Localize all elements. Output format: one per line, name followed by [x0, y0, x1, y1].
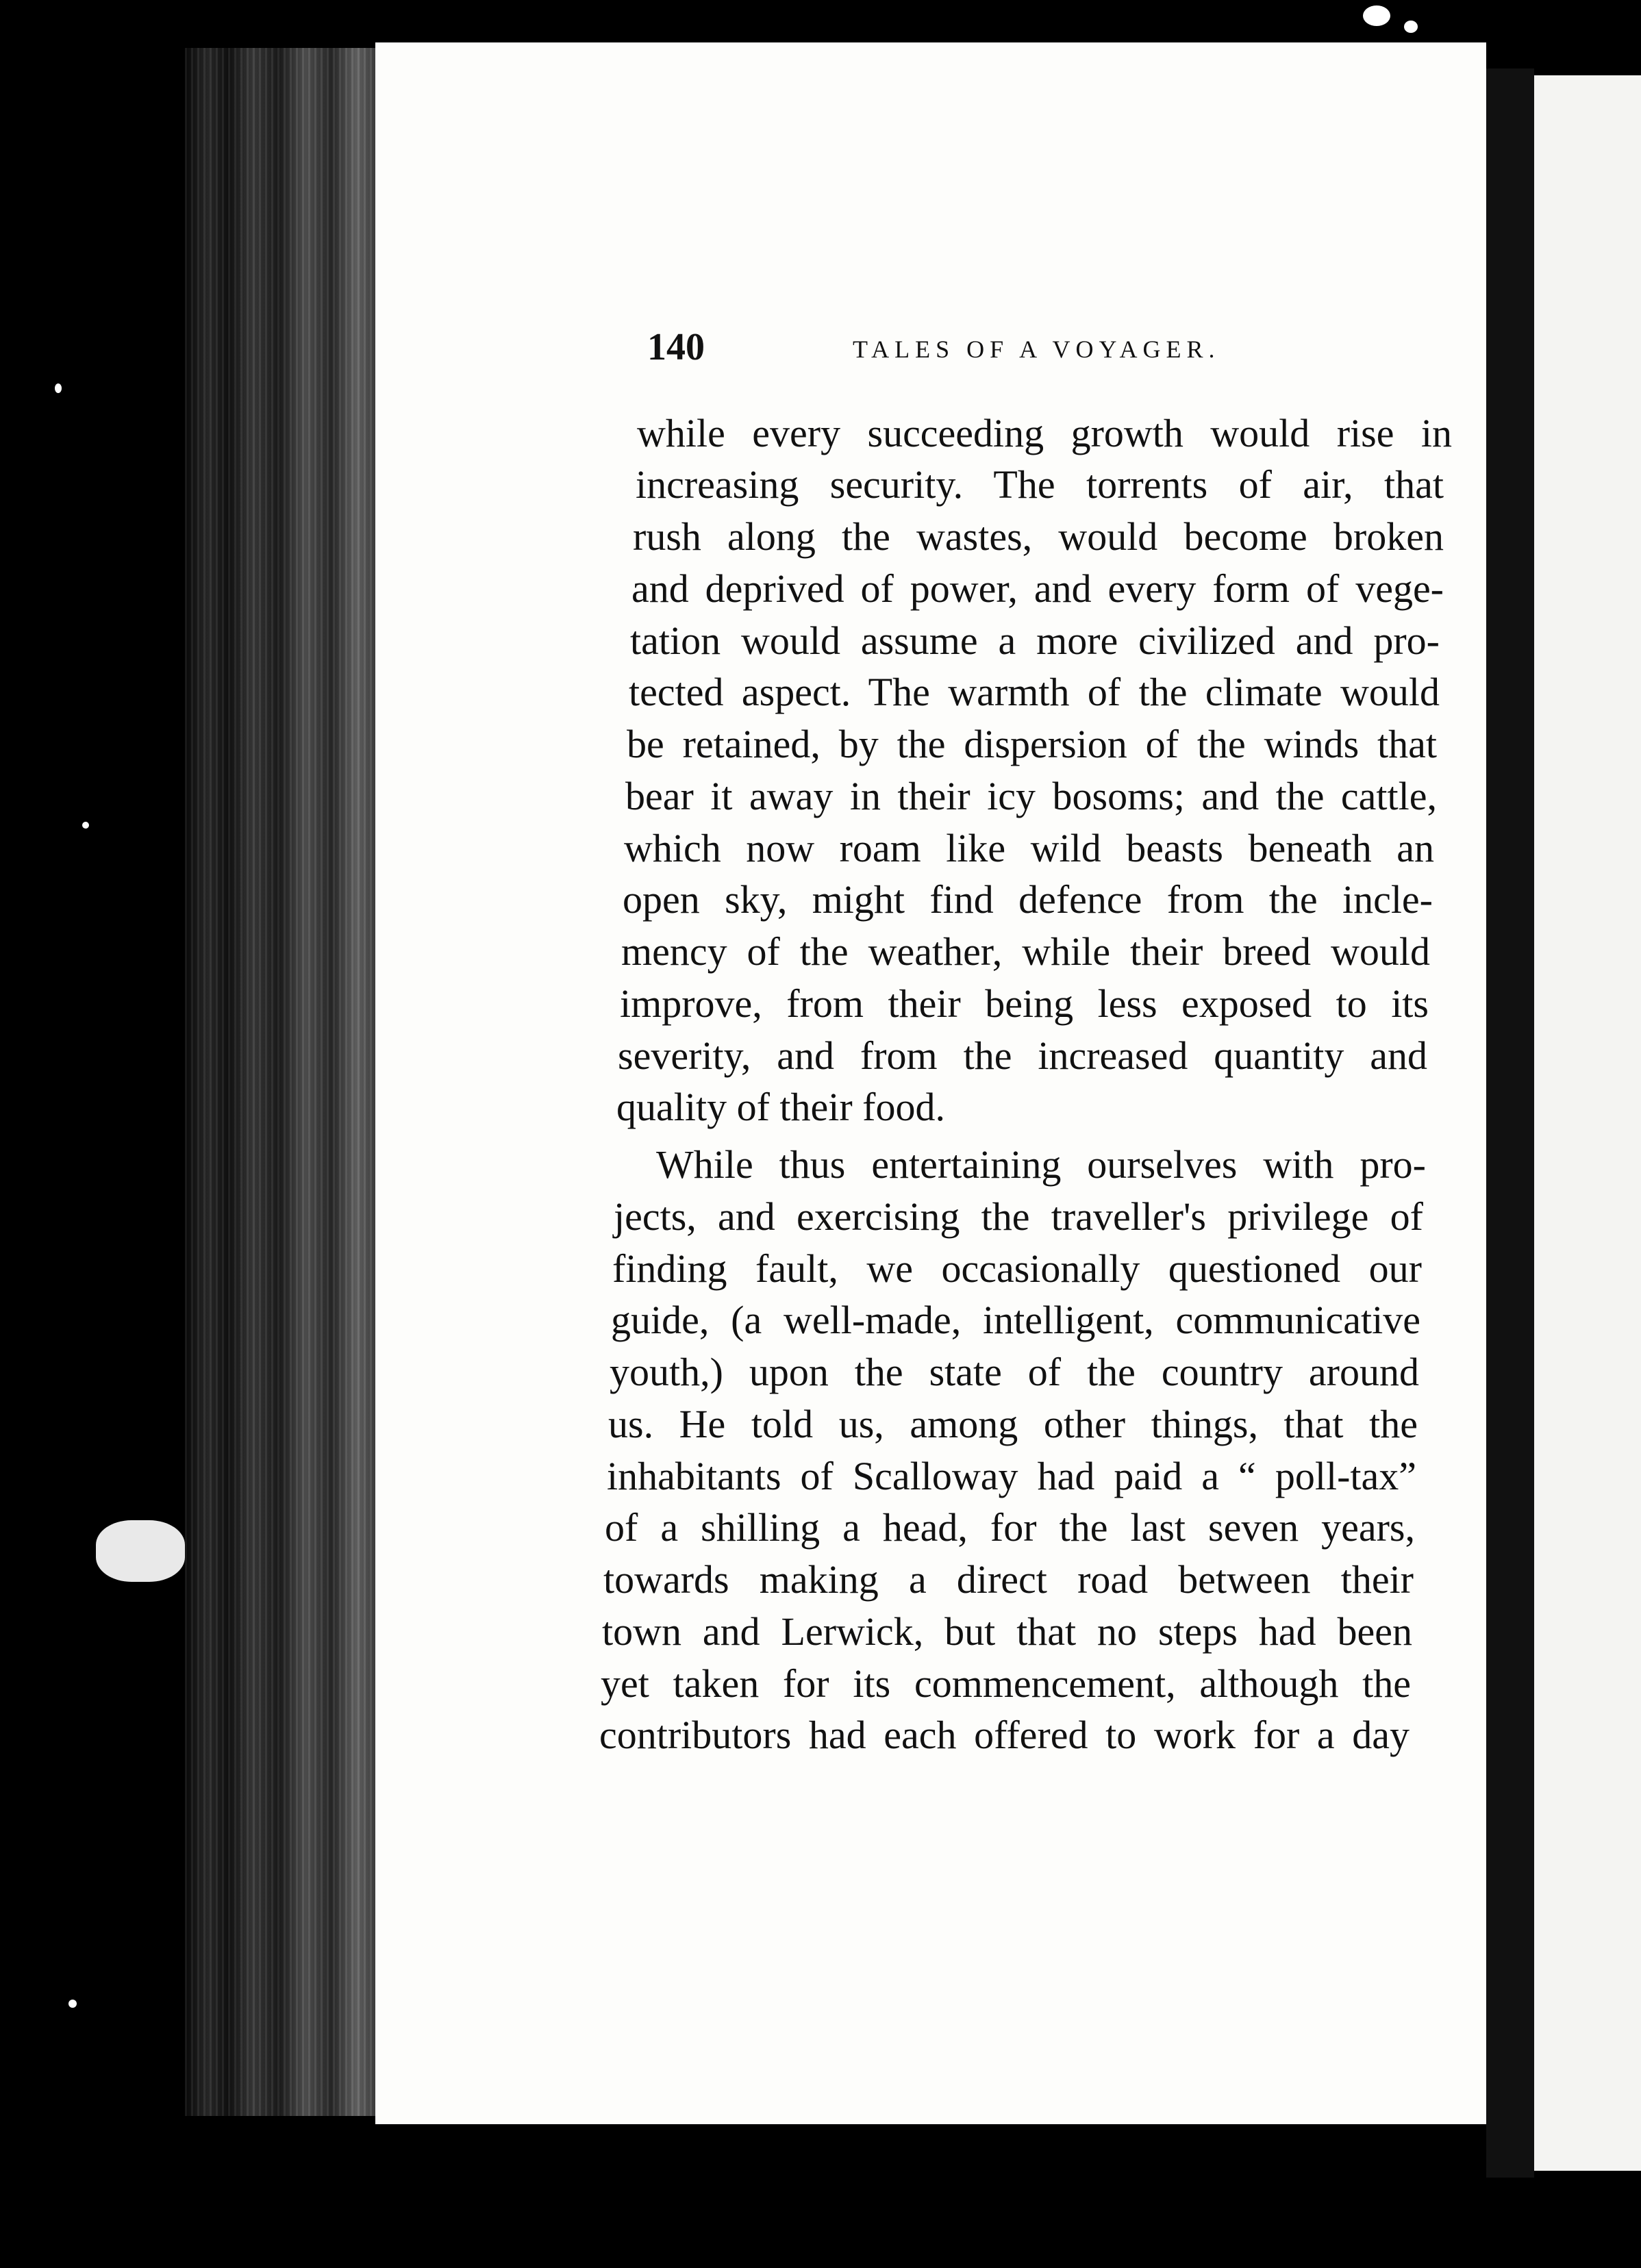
text-line: us. He told us, among other things, that the	[608, 1402, 1418, 1446]
scan-speck	[96, 1520, 185, 1582]
page-header	[647, 325, 1449, 380]
text-line: open sky, might find defence from the incle-	[623, 877, 1433, 922]
text-line: of a shilling a head, for the last seven years,	[605, 1505, 1415, 1550]
page-number: 140	[647, 326, 705, 368]
text-line: increasing security. The torrents of air, that	[636, 462, 1444, 507]
text-line: tation would assume a more civilized and pro-	[630, 618, 1440, 663]
text-line: inhabitants of Scalloway had paid a “ poll-tax”	[607, 1454, 1416, 1498]
text-line: town and Lerwick, but that no steps had been	[602, 1609, 1412, 1654]
text-line: finding fault, we occasionally questioned our	[612, 1246, 1422, 1291]
page-gutter	[1486, 68, 1534, 2178]
text-line: youth,) upon the state of the country around	[610, 1350, 1419, 1394]
text-line: contributors had each offered to work for a day	[599, 1713, 1410, 1757]
text-line: and deprived of power, and every form of vege-	[631, 566, 1444, 611]
text-line: yet taken for its commencement, although the	[601, 1661, 1411, 1706]
text-line: jects, and exercising the traveller's privilege of	[614, 1194, 1423, 1239]
text-line: tected aspect. The warmth of the climate would	[629, 670, 1440, 714]
text-line: which now roam like wild beasts beneath an	[624, 826, 1434, 870]
text-line: bear it away in their icy bosoms; and the cattle,	[625, 774, 1437, 818]
scan-speck	[1404, 21, 1418, 33]
scan-speck	[82, 822, 89, 829]
text-line: improve, from their being less exposed to its	[620, 981, 1429, 1026]
text-line: mency of the weather, while their breed would	[621, 929, 1430, 974]
opposite-page-edge	[1534, 75, 1641, 2171]
text-line: severity, and from the increased quantity and	[618, 1033, 1427, 1078]
scan-speck	[55, 383, 62, 393]
book-fore-edge	[185, 48, 380, 2116]
text-line: be retained, by the dispersion of the winds that	[627, 722, 1437, 766]
scan-speck	[1363, 5, 1390, 26]
text-line: while every succeeding growth would rise in	[637, 411, 1452, 455]
text-line: quality of their food.	[616, 1085, 946, 1129]
text-line: towards making a direct road between their	[603, 1557, 1414, 1602]
scan-speck	[68, 2000, 77, 2008]
text-line: guide, (a well-made, intelligent, communicative	[611, 1298, 1420, 1342]
text-line: While thus entertaining ourselves with pro-	[656, 1142, 1426, 1187]
text-line: rush along the wastes, would become broken	[633, 514, 1444, 559]
running-head: TALES OF A VOYAGER.	[853, 336, 1220, 363]
